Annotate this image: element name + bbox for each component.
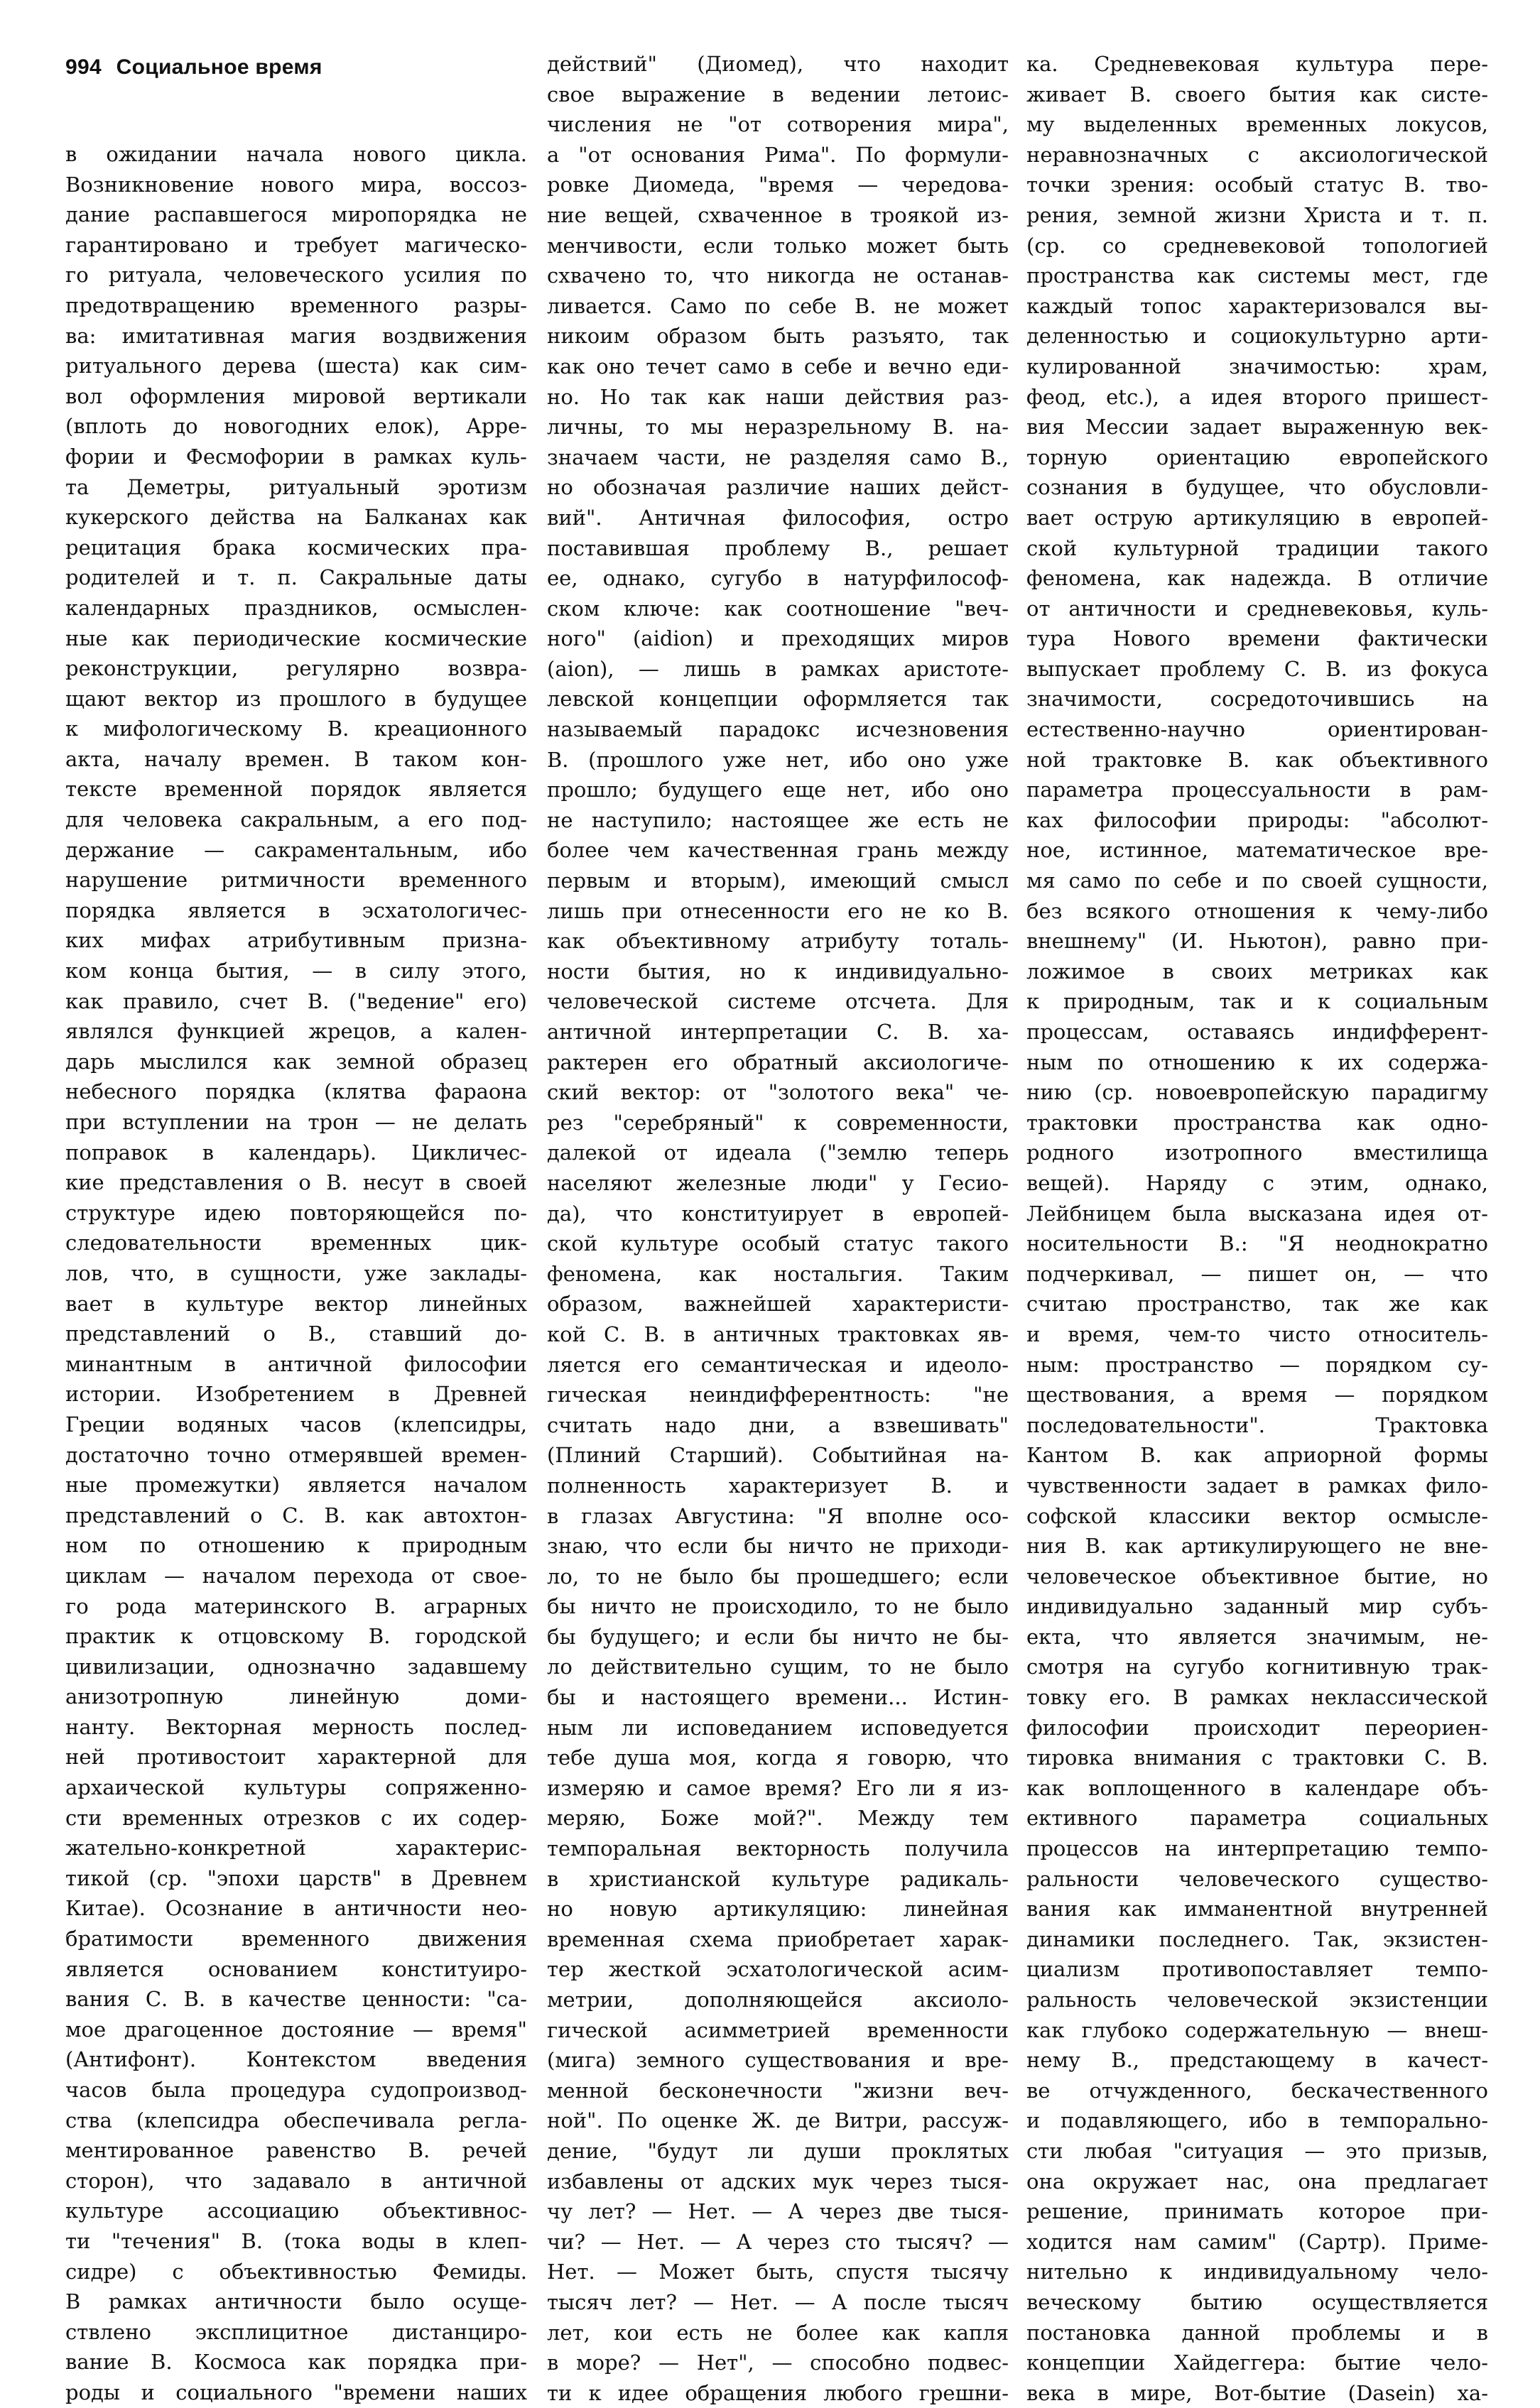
text-line: ло, то не было бы прошедшего; если: [547, 1564, 1009, 1589]
text-line: от античности и средневековья, куль-: [1026, 596, 1488, 621]
text-line: внешнему" (И. Ньютон), равно при-: [1026, 929, 1488, 954]
text-line: далекой от идеала ("землю теперь: [547, 1140, 1009, 1165]
text-line: не наступило; настоящее же есть не: [547, 807, 1009, 832]
text-line: роды и социального "времени наших: [65, 2380, 527, 2404]
text-line: щают вектор из прошлого в будущее: [65, 686, 527, 711]
text-line: ральность человеческой экзистенции: [1026, 1988, 1488, 2012]
text-line: рецитация брака космических пра-: [65, 535, 527, 560]
text-line: мое драгоценное достояние — время": [65, 2017, 527, 2042]
text-line: точки зрения: особый статус В. тво-: [1026, 173, 1488, 197]
text-line: рактерен его обратный аксиологиче-: [547, 1050, 1009, 1074]
text-line: считаю пространство, так же как: [1026, 1292, 1488, 1317]
text-line: временная схема приобретает харак-: [547, 1927, 1009, 1951]
text-line: жательно-конкретной характерис-: [65, 1836, 527, 1861]
text-line: без всякого отношения к чему-либо: [1026, 898, 1488, 923]
text-line: значаем части, не разделяя само В.,: [547, 445, 1009, 469]
text-line: рения, земной жизни Христа и т. п.: [1026, 202, 1488, 227]
text-line: неравнозначных с аксиологической: [1026, 142, 1488, 167]
text-line: прошло; будущего еще нет, ибо оно: [547, 778, 1009, 802]
text-line: истории. Изобретением в Древней: [65, 1382, 527, 1407]
text-line: та Деметры, ритуальный эротизм: [65, 474, 527, 499]
text-line: лишь при отнесенности его не ко В.: [547, 898, 1009, 923]
text-column-left: [65, 139, 527, 2408]
text-line: ве отчужденного, бескачественного: [1026, 2078, 1488, 2103]
text-line: ритуального дерева (шеста) как сим-: [65, 354, 527, 378]
text-line: (aion), — лишь в рамках аристоте-: [547, 656, 1009, 681]
text-line: (ср. со средневековой топологией: [1026, 233, 1488, 258]
text-line: держание — сакраментальным, ибо: [65, 837, 527, 862]
text-line: ном по отношению к природным: [65, 1533, 527, 1558]
text-line: в глазах Августина: "Я вполне осо-: [547, 1503, 1009, 1528]
text-line: ких мифах атрибутивным призна-: [65, 928, 527, 953]
text-line: человеческое объективное бытие, но: [1026, 1564, 1488, 1589]
text-line: свое выражение в ведении летоис-: [547, 82, 1009, 107]
text-line: вещей). Наряду с этим, однако,: [1026, 1170, 1488, 1195]
text-line: века в мире, Вот-бытие (Dasein) ха-: [1026, 2380, 1488, 2405]
text-line: ский вектор: от "золотого века" че-: [547, 1080, 1009, 1105]
text-line: ляется его семантическая и идеоло-: [547, 1352, 1009, 1377]
text-line: (Плиний Старший). Событийная на-: [547, 1443, 1009, 1468]
text-line: последовательности". Трактовка: [1026, 1412, 1488, 1437]
text-line: динамики последнего. Так, экзистен-: [1026, 1927, 1488, 1951]
text-line: лов, что, в сущности, уже заклады-: [65, 1260, 527, 1285]
text-line: чу лет? — Нет. — А через две тыся-: [547, 2199, 1009, 2224]
text-line: феод, etc.), а идея второго пришест-: [1026, 384, 1488, 409]
text-line: порядка является в эсхатологичес-: [65, 898, 527, 922]
text-line: го ритуала, человеческого усилия по: [65, 263, 527, 288]
text-line: представлений о В., ставший до-: [65, 1322, 527, 1346]
text-line: братимости временного движения: [65, 1927, 527, 1951]
text-line: вол оформления мировой вертикали: [65, 383, 527, 408]
text-column-middle: [547, 49, 1009, 2408]
text-line: в христианской культуре радикаль-: [547, 1866, 1009, 1891]
text-line: феномена, как ностальгия. Таким: [547, 1261, 1009, 1286]
text-line: ности бытия, но к индивидуально-: [547, 959, 1009, 984]
text-line: сти временных отрезков с их содер-: [65, 1805, 527, 1830]
text-line: тировка внимания с трактовки С. В.: [1026, 1745, 1488, 1770]
text-line: ках философии природы: "абсолют-: [1026, 807, 1488, 832]
text-line: поставившая проблему В., решает: [547, 535, 1009, 560]
text-line: населяют железные люди" у Гесио-: [547, 1170, 1009, 1195]
text-line: ва: имитативная магия воздвижения: [65, 323, 527, 348]
text-line: гической асимметрией временности: [547, 2017, 1009, 2042]
text-line: бы и настоящего времени... Истин-: [547, 1685, 1009, 1710]
text-line: для человека сакральным, а его под-: [65, 807, 527, 832]
text-line: ной". По оценке Ж. де Витри, рассуж-: [547, 2108, 1009, 2133]
text-line: ка. Средневековая культура пере-: [1026, 52, 1488, 76]
text-line: ные промежутки) является началом: [65, 1473, 527, 1498]
text-line: в ожидании начала нового цикла.: [65, 142, 527, 166]
text-line: избавлены от адских мук через тыся-: [547, 2169, 1009, 2194]
text-line: кие представления о В. несут в своей: [65, 1170, 527, 1195]
text-line: ного" (aidion) и преходящих миров: [547, 626, 1009, 651]
text-line: знаю, что если бы ничто не приходи-: [547, 1534, 1009, 1559]
text-line: подчеркивал, — пишет он, — что: [1026, 1261, 1488, 1286]
text-line: тысяч лет? — Нет. — А после тысяч: [547, 2289, 1009, 2314]
text-line: гическая неиндифферентность: "не: [547, 1383, 1009, 1407]
text-line: тер жесткой эсхатологической асим-: [547, 1957, 1009, 1982]
text-line: нительно к индивидуальному чело-: [1026, 2260, 1488, 2284]
text-line: предотвращению временного разры-: [65, 293, 527, 317]
text-line: дение, "будут ли души проклятых: [547, 2138, 1009, 2163]
text-line: чи? — Нет. — А через сто тысяч? —: [547, 2229, 1009, 2254]
text-line: Возникновение нового мира, воссоз-: [65, 172, 527, 197]
text-line: вает в культуре вектор линейных: [65, 1291, 527, 1316]
text-line: торную ориентацию европейского: [1026, 445, 1488, 469]
text-line: рез "серебряный" к современности,: [547, 1110, 1009, 1135]
text-line: решение, принимать которое при-: [1026, 2199, 1488, 2224]
text-line: нию (ср. новоевропейскую парадигму: [1026, 1080, 1488, 1105]
text-line: вает острую артикуляцию в европей-: [1026, 505, 1488, 530]
text-line: личны, то мы неразрельному В. на-: [547, 415, 1009, 440]
text-line: более чем качественная грань между: [547, 838, 1009, 863]
text-line: му выделенных временных локусов,: [1026, 112, 1488, 137]
text-line: как глубоко содержательную — внеш-: [1026, 2017, 1488, 2042]
text-line: никоим образом быть разъято, так: [547, 324, 1009, 349]
text-line: ти к идее обращения любого грешни-: [547, 2380, 1009, 2405]
text-line: (Антифонт). Контекстом введения: [65, 2047, 527, 2072]
text-line: ло действительно сущим, то не было: [547, 1655, 1009, 1679]
text-line: индивидуально заданный мир субъ-: [1026, 1594, 1488, 1619]
text-line: естественно-научно ориентирован-: [1026, 717, 1488, 742]
text-line: лет, кои есть не более как капля: [547, 2320, 1009, 2345]
text-line: ральности человеческого существо-: [1026, 1866, 1488, 1891]
text-line: к природным, так и к социальным: [1026, 989, 1488, 1014]
text-line: тура Нового времени фактически: [1026, 626, 1488, 651]
text-line: действий" (Диомед), что находит: [547, 52, 1009, 76]
text-line: (вплоть до новогодних елок), Арре-: [65, 414, 527, 439]
text-line: родителей и т. п. Сакральные даты: [65, 565, 527, 590]
text-line: вания как имманентной внутренней: [1026, 1897, 1488, 1922]
text-line: первым и вторым), имеющий смысл: [547, 868, 1009, 893]
text-line: измеряю и самое время? Его ли я из-: [547, 1775, 1009, 1800]
text-line: архаической культуры сопряженно-: [65, 1775, 527, 1800]
text-line: деленностью и социокультурно арти-: [1026, 324, 1488, 349]
text-line: бы будущего; и если бы ничто не бы-: [547, 1624, 1009, 1649]
text-line: цивилизации, однозначно задавшему: [65, 1654, 527, 1679]
text-line: античной интерпретации С. В. ха-: [547, 1020, 1009, 1044]
text-line: нанту. Векторная мерность послед-: [65, 1714, 527, 1739]
text-line: ществования, а время — порядком: [1026, 1383, 1488, 1407]
text-line: нарушение ритмичности временного: [65, 868, 527, 893]
text-line: го рода материнского В. аграрных: [65, 1593, 527, 1618]
text-line: Кантом В. как априорной формы: [1026, 1443, 1488, 1468]
text-line: представлений о С. В. как автохтон-: [65, 1503, 527, 1527]
text-line: сидре) с объективностью Фемиды.: [65, 2259, 527, 2284]
text-line: ком конца бытия, — в силу этого,: [65, 959, 527, 984]
text-line: но. Но так как наши действия раз-: [547, 384, 1009, 409]
text-line: ской культуре особый статус такого: [547, 1231, 1009, 1256]
text-line: а "от основания Рима". По формули-: [547, 142, 1009, 167]
text-line: ходится нам самим" (Сартр). Приме-: [1026, 2229, 1488, 2254]
text-line: меряю, Боже мой?". Между тем: [547, 1806, 1009, 1831]
text-line: нему В., предстающему в качест-: [1026, 2048, 1488, 2073]
text-line: левской концепции оформляется так: [547, 687, 1009, 712]
text-line: ным ли исповеданием исповедуется: [547, 1715, 1009, 1740]
text-line: сти любая "ситуация — это призыв,: [1026, 2138, 1488, 2163]
text-line: ной трактовке В. как объективного: [1026, 747, 1488, 772]
text-line: трактовки пространства как одно-: [1026, 1110, 1488, 1135]
text-line: ным по отношению к их содержа-: [1026, 1050, 1488, 1074]
text-line: циализм противопоставляет темпо-: [1026, 1957, 1488, 1982]
text-line: как воплощенного в календаре объ-: [1026, 1775, 1488, 1800]
text-line: носительности В.: "Я неоднократно: [1026, 1231, 1488, 1256]
text-line: кукерского действа на Балканах как: [65, 505, 527, 530]
text-line: философии происходит переориен-: [1026, 1715, 1488, 1740]
text-line: метрии, дополняющейся аксиоло-: [547, 1988, 1009, 2012]
text-line: и подавляющего, ибо в темпорально-: [1026, 2108, 1488, 2133]
text-line: параметра процессуальности в рам-: [1026, 778, 1488, 802]
text-line: кой С. В. в античных трактовках яв-: [547, 1322, 1009, 1346]
text-line: В. (прошлого уже нет, ибо оно уже: [547, 747, 1009, 772]
text-line: пространства как системы мест, где: [1026, 263, 1488, 288]
text-line: софской классики вектор осмысле-: [1026, 1503, 1488, 1528]
text-line: ное, истинное, математическое вре-: [1026, 838, 1488, 863]
text-line: процессам, оставаясь индифферент-: [1026, 1020, 1488, 1044]
text-line: каждый топос характеризовался вы-: [1026, 293, 1488, 318]
text-line: является основанием конституиро-: [65, 1956, 527, 1981]
text-line: ее, однако, сугубо в натурфилософ-: [547, 566, 1009, 591]
text-line: Китае). Осознание в античности нео-: [65, 1896, 527, 1921]
text-line: циклам — началом перехода от свое-: [65, 1563, 527, 1588]
text-line: ливается. Само по себе В. не может: [547, 293, 1009, 318]
running-header: [65, 55, 322, 80]
text-line: ней противостоит характерной для: [65, 1745, 527, 1770]
text-line: практик к отцовскому В. городской: [65, 1624, 527, 1649]
text-line: ском ключе: как соотношение "веч-: [547, 596, 1009, 621]
text-line: выпускает проблему С. В. из фокуса: [1026, 656, 1488, 681]
text-line: фории и Фесмофории в рамках куль-: [65, 444, 527, 469]
text-line: числения не "от сотворения мира",: [547, 112, 1009, 137]
text-line: Греции водяных часов (клепсидры,: [65, 1412, 527, 1437]
text-line: вания С. В. в качестве ценности: "са-: [65, 1987, 527, 2012]
text-line: к мифологическому В. креационного: [65, 717, 527, 741]
text-line: менной бесконечности "жизни веч-: [547, 2078, 1009, 2103]
text-line: менчивости, если только может быть: [547, 233, 1009, 258]
text-line: ства (клепсидра обеспечивала регла-: [65, 2108, 527, 2132]
text-line: следовательности временных цик-: [65, 1231, 527, 1255]
text-line: минантным в античной философии: [65, 1351, 527, 1376]
text-line: вий". Античная философия, остро: [547, 505, 1009, 530]
text-line: реконструкции, регулярно возвра-: [65, 656, 527, 681]
text-line: как оно течет само в себе и вечно еди-: [547, 354, 1009, 378]
text-line: ным: пространство — порядком су-: [1026, 1352, 1488, 1377]
text-line: ской культурной традиции такого: [1026, 535, 1488, 560]
text-line: феномена, как надежда. В отличие: [1026, 566, 1488, 591]
text-line: она окружает нас, она предлагает: [1026, 2169, 1488, 2194]
text-line: постановка данной проблемы и в: [1026, 2320, 1488, 2345]
text-line: дание распавшегося миропорядка не: [65, 202, 527, 227]
text-line: сознания в будущее, что обусловли-: [1026, 475, 1488, 500]
text-line: концепции Хайдеггера: бытие чело-: [1026, 2350, 1488, 2375]
text-line: кулированной значимостью: храм,: [1026, 354, 1488, 378]
text-line: мя само по себе и по своей сущности,: [1026, 868, 1488, 893]
text-line: значимости, сосредоточившись на: [1026, 687, 1488, 712]
text-line: и время, чем-то чисто относитель-: [1026, 1322, 1488, 1346]
text-line: В рамках античности было осуще-: [65, 2289, 527, 2314]
text-line: в море? — Нет", — способно подвес-: [547, 2350, 1009, 2375]
text-line: небесного порядка (клятва фараона: [65, 1079, 527, 1104]
text-line: бы ничто не происходило, то не было: [547, 1594, 1009, 1619]
text-line: ные как периодические космические: [65, 626, 527, 650]
text-line: ти "течения" В. (тока воды в клеп-: [65, 2228, 527, 2253]
text-line: родного изотропного вместилища: [1026, 1140, 1488, 1165]
text-line: культуре ассоциацию объективнос-: [65, 2199, 527, 2223]
text-line: полненность характеризует В. и: [547, 1473, 1009, 1498]
text-line: ние вещей, схваченное в троякой из-: [547, 202, 1009, 227]
text-line: поправок в календарь). Цикличес-: [65, 1140, 527, 1165]
text-line: ровке Диомеда, "время — чередова-: [547, 173, 1009, 197]
text-line: дарь мыслился как земной образец: [65, 1049, 527, 1074]
text-line: процессов на интерпретацию темпо-: [1026, 1836, 1488, 1861]
text-line: темпоральная векторность получила: [547, 1836, 1009, 1861]
text-line: при вступлении на трон — не делать: [65, 1110, 527, 1134]
text-line: достаточно точно отмерявшей времен-: [65, 1442, 527, 1467]
text-line: но обозначая различие наших дейст-: [547, 475, 1009, 500]
text-line: тексте временной порядок является: [65, 777, 527, 802]
text-line: ментированное равенство В. речей: [65, 2138, 527, 2163]
text-line: ективного параметра социальных: [1026, 1806, 1488, 1831]
page-number: 994: [65, 55, 102, 79]
text-line: образом, важнейшей характеристи-: [547, 1292, 1009, 1317]
text-line: акта, началу времен. В таком кон-: [65, 746, 527, 771]
text-line: живает В. своего бытия как систе-: [1026, 82, 1488, 107]
text-line: сторон), что задавало в античной: [65, 2168, 527, 2193]
text-line: человеческой системе отсчета. Для: [547, 989, 1009, 1014]
text-line: Нет. — Может быть, спустя тысячу: [547, 2260, 1009, 2284]
running-title: Социальное время: [116, 55, 322, 79]
text-line: ния В. как артикулирующего не вне-: [1026, 1534, 1488, 1559]
text-line: тикой (ср. "эпохи царств" в Древнем: [65, 1865, 527, 1890]
text-line: товку его. В рамках неклассической: [1026, 1685, 1488, 1710]
text-line: екта, что является значимым, не-: [1026, 1624, 1488, 1649]
text-line: но новую артикуляцию: линейная: [547, 1897, 1009, 1922]
text-line: вание В. Космоса как порядка при-: [65, 2350, 527, 2375]
text-line: являлся функцией жрецов, а кален-: [65, 1019, 527, 1044]
text-line: да), что конституирует в европей-: [547, 1201, 1009, 1226]
text-line: чувственности задает в рамках фило-: [1026, 1473, 1488, 1498]
text-line: (мига) земного существования и вре-: [547, 2048, 1009, 2073]
text-line: ствлено эксплицитное дистанциро-: [65, 2319, 527, 2344]
text-line: анизотропную линейную доми-: [65, 1684, 527, 1709]
text-line: календарных праздников, осмыслен-: [65, 595, 527, 620]
text-column-right: [1026, 49, 1488, 2408]
text-line: структуре идею повторяющейся по-: [65, 1200, 527, 1225]
text-line: Лейбницем была высказана идея от-: [1026, 1201, 1488, 1226]
text-line: схвачено то, что никогда не останав-: [547, 263, 1009, 288]
text-line: как объективному атрибуту тоталь-: [547, 929, 1009, 954]
text-line: как правило, счет В. ("ведение" его): [65, 988, 527, 1013]
text-line: тебе душа моя, когда я говорю, что: [547, 1745, 1009, 1770]
text-line: смотря на сугубо когнитивную трак-: [1026, 1655, 1488, 1679]
text-line: вия Мессии задает выраженную век-: [1026, 415, 1488, 440]
text-line: веческому бытию осуществляется: [1026, 2289, 1488, 2314]
text-line: часов была процедура судопроизвод-: [65, 2078, 527, 2102]
text-line: считать надо дни, а взвешивать": [547, 1412, 1009, 1437]
text-line: гарантировано и требует магическо-: [65, 232, 527, 257]
text-line: называемый парадокс исчезновения: [547, 717, 1009, 742]
text-line: ложимое в своих метриках как: [1026, 959, 1488, 984]
